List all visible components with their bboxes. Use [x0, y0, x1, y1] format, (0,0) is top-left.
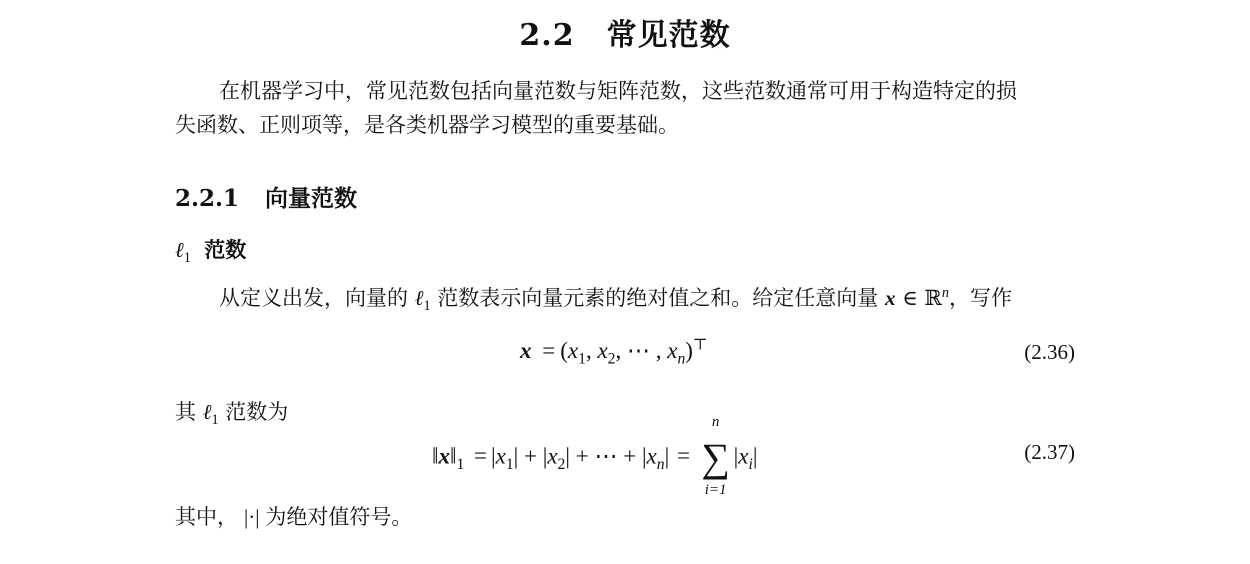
- closing-line: 其中， |·| 为绝对值符号。: [175, 505, 413, 529]
- section-number: 2.2: [519, 18, 575, 53]
- equation-number-2-37: (2.37): [1024, 440, 1075, 464]
- intro-line-1: 在机器学习中，常见范数包括向量范数与矩阵范数，这些范数通常可用于构造特定的损: [219, 79, 1017, 103]
- paragraph-heading-title: 范数: [204, 237, 247, 262]
- section-title: [0, 10, 1250, 54]
- definition-line: 从定义出发，向量的 ℓ$_1$ 范数表示向量元素的绝对值之和。给定任意向量 x ∈ ℝ$^n$，写作: [219, 285, 1012, 315]
- intro-line-2: 失函数、正则项等，是各类机器学习模型的重要基础。: [175, 113, 679, 137]
- equation-2-37: $‖x‖_1 = |x_1| + |x_2|$ + ⋯ + $|x_n|$ = n ∑ i=1 $|x_i|$: [432, 414, 758, 498]
- norm-intro-line: 其 ℓ$_1$ 范数为: [175, 400, 289, 429]
- paragraph-heading: ℓ$_1$ 范数: [175, 237, 247, 267]
- sum-symbol: ∑: [701, 435, 730, 480]
- sum-upper-limit: n: [711, 414, 720, 430]
- ell-symbol: ℓ: [414, 286, 424, 310]
- subsection-title: 向量范数: [265, 185, 358, 212]
- ell-symbol: ℓ: [175, 238, 184, 262]
- sum-lower-limit: i=1: [704, 482, 727, 498]
- vector-x: x: [884, 286, 896, 310]
- equation-number-2-36: (2.36): [1024, 340, 1075, 364]
- subsection-number: 2.2.1: [175, 185, 240, 212]
- real-space: ℝ: [924, 286, 942, 310]
- summation: [698, 414, 734, 498]
- abs-value-symbol: |·|: [244, 505, 260, 529]
- section-title-text: 常见范数: [606, 18, 731, 53]
- equation-2-36: $x = (x_1$, $x_2$, ⋯ , $x_n)^⊤$: [520, 336, 708, 368]
- subsection-heading: [175, 180, 357, 213]
- transpose-symbol: ⊤: [692, 336, 708, 354]
- ell-symbol: ℓ: [202, 400, 212, 424]
